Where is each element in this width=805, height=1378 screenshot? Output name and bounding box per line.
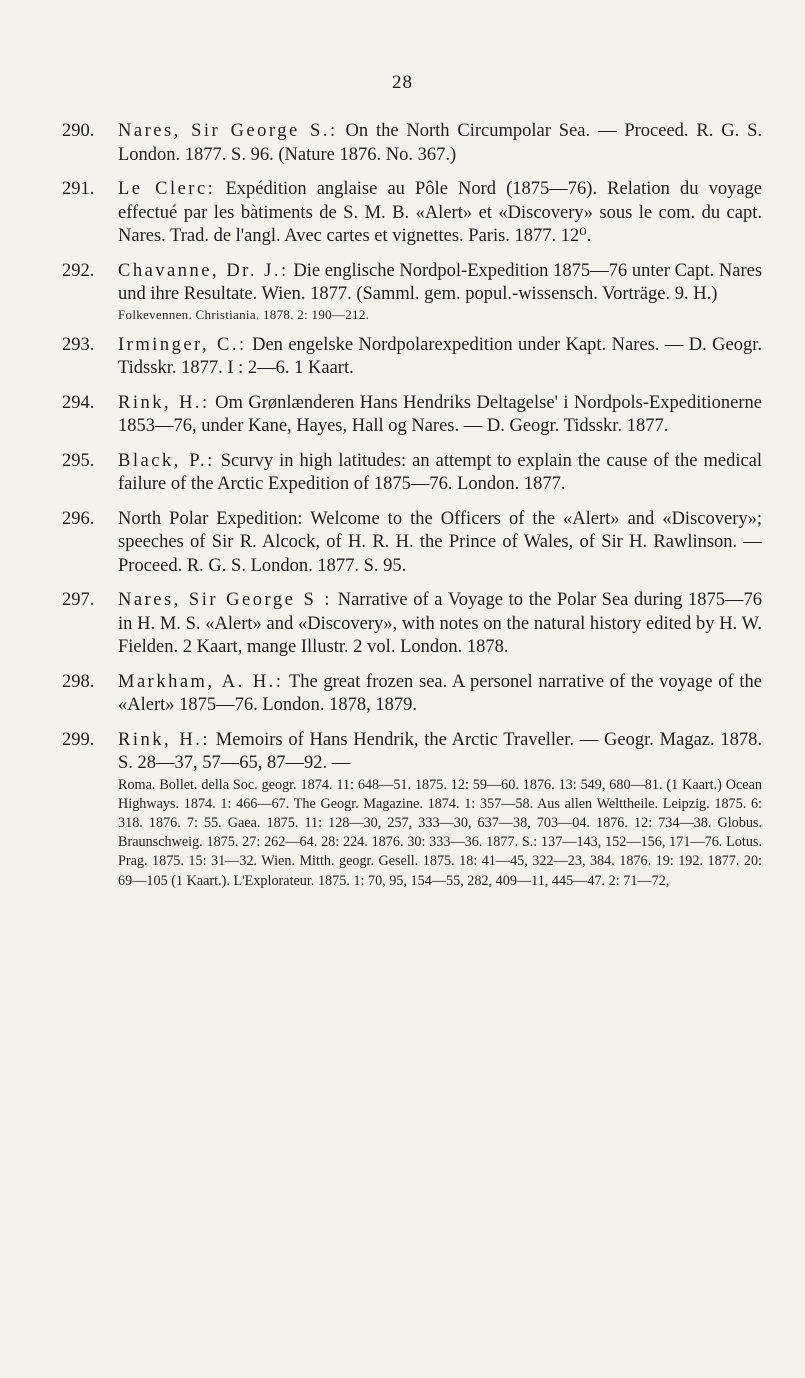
bibliography-entry-293 (62, 334, 762, 381)
entry-number: 294. (62, 392, 95, 413)
entry-number: 293. (62, 334, 95, 355)
entry-number: 290. (62, 121, 95, 141)
bibliography-entry-291 (62, 178, 762, 249)
entry-number: 292. (62, 260, 95, 281)
entry-author: Nares, Sir George S : (118, 590, 333, 610)
bibliography-entry-298 (62, 671, 762, 718)
entry-text: The great frozen sea. A personel narrative of the voyage of the «Alert» 1875—76. London. 1878, 1879. (118, 671, 763, 715)
bibliography-entry-292 (62, 260, 762, 323)
entry-number: 297. (62, 590, 95, 610)
entry-author: Rink, H.: (118, 729, 210, 750)
entry-author: Nares, Sir George S.: (118, 121, 338, 141)
entry-text: Scurvy in high latitudes: an attempt to explain the cause of the medical failure of the Arctic Expedition of 1875—76. London. 1877. (118, 450, 763, 494)
bibliography-list (62, 120, 762, 902)
bibliography-entry-295 (62, 450, 762, 497)
entry-author: Le Clerc: (118, 179, 216, 199)
entry-number: 296. (62, 508, 95, 529)
bibliography-entry-294 (62, 392, 762, 439)
entry-author: Rink, H.: (118, 392, 210, 413)
entry-text: Die englische Nordpol-Expedition 1875—76 unter Capt. Nares und ihre Resultate. Wien. 1877. (Samml. gem. popul.-wissensch. Vorträge. 9. H.) (118, 260, 763, 304)
entry-note: Folkevennen. Christiania. 1878. 2: 190—212. (118, 306, 370, 322)
entry-number: 295. (62, 450, 95, 471)
entry-author: Black, P.: (118, 450, 215, 471)
entry-number: 298. (62, 671, 95, 692)
entry-note: Roma. Bollet. della Soc. geogr. 1874. 11: 648—51. 1875. 12: 59—60. 1876. 13: 549, 680—81. (1 Kaart.) Ocean Highways. 1874. 1: 466—67. The Geogr. Magazine. 1874. 1: 357—58. Aus allen Welttheile. Leipzig. 1875. 6: 318. 1876. 7: 55. Gaea. 1875. 11: 128—30, 257, 333—30, 637—38, 703—04. 1876. 12: 734—38. Globus. Braunschweig. 1875. 27: 262—64. 28: 224. 1876. 30: 333—36. 1877. S.: 137—143, 152—156, 171—76. Lotus. Prag. 1875. 15: 31—32. Wien. Mitth. geogr. Gesell. 1875. 18: 41—45, 322—23, 384. 1876. 19: 192. 1877. 20: 69—105 (1 Kaart.). L'Explorateur. 1875. 1: 70, 95, 154—55, 282, 409—11, 445—47. 2: 71—72, (118, 776, 762, 889)
entry-text: Om Grønlænderen Hans Hendriks Deltagelse' i Nordpols-Expeditionerne 1853—76, under Kane, Hayes, Hall og Nares. — D. Geogr. Tidsskr. 1877. (118, 392, 762, 436)
entry-number: 299. (62, 729, 95, 750)
page-number: 28 (392, 72, 413, 93)
entry-author: Markham, A. H.: (118, 671, 284, 692)
entry-author: Chavanne, Dr. J.: (118, 260, 289, 281)
entry-text: North Polar Expedition: Welcome to the Officers of the «Alert» and «Discovery»; speeches of Sir R. Alcock, of H. R. H. the Prince of Wales, of Sir H. Rawlinson. — Proceed. R. G. S. London. 1877. S. 95. (118, 508, 762, 576)
bibliography-entry-290 (62, 120, 762, 167)
bibliography-entry-296 (62, 508, 762, 579)
entry-text: Expédition anglaise au Pôle Nord (1875—76). Relation du voyage effectué par les bàtiments de S. M. B. «Alert» et «Discovery» sous le com. du capt. Nares. Trad. de l'angl. Avec cartes et vignettes. Paris. 1877. 12⁰. (118, 179, 763, 246)
entry-text: On the North Circumpolar Sea. — Proceed. R. G. S. London. 1877. S. 96. (Nature 1876. No. 367.) (118, 121, 762, 165)
entry-text: Narrative of a Voyage to the Polar Sea during 1875—76 in H. M. S. «Alert» and «Discovery», with notes on the natural history edited by H. W. Fielden. 2 Kaart, mange Illustr. 2 vol. London. 1878. (118, 590, 762, 657)
entry-text: Den engelske Nordpolarexpedition under Kapt. Nares. — D. Geogr. Tidsskr. 1877. I : 2—6. 1 Kaart. (118, 334, 763, 378)
entry-number: 291. (62, 179, 95, 199)
entry-author: Irminger, C.: (118, 334, 247, 355)
bibliography-entry-297 (62, 589, 762, 660)
entry-text: Memoirs of Hans Hendrik, the Arctic Traveller. — Geogr. Magaz. 1878. S. 28—37, 57—65, 87—92. — (118, 729, 763, 773)
bibliography-entry-299 (62, 729, 762, 891)
